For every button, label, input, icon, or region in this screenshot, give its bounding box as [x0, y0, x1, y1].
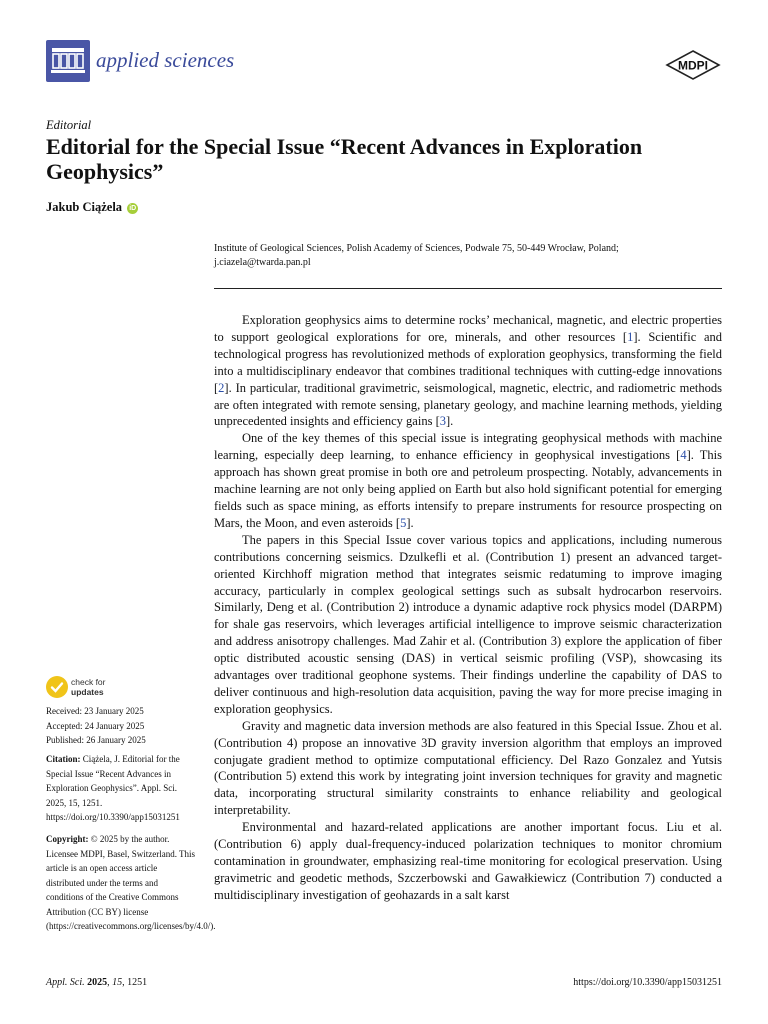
citation-block — [46, 752, 196, 825]
paragraph: The papers in this Special Issue cover various topics and applications, including numerous contributions concerning seismics. Dzulkefli et al. (Contribution 1) present an advanced target-oriented Kirchhoff migration method that integrates seismic redatuming to improve imaging accuracy, particularly in complex geological settings such as subsalt hydrocarbon reservoirs. Similarly, Deng et al. (Contribution 2) introduce a dynamic adaptive rock physics model (DARPM) for shale gas reservoirs, which leverages artificial intelligence to improve seismic characterization and address anisotropy challenges. Mad Zahir et al. (Contribution 3) explore the application of fiber optic distributed acoustic sensing (DAS) in vertical seismic profiling (VSP), showcasing its advantages over traditional geophone systems. Their findings underline the capability of DAS to deliver continuous and high-resolution data acquisition, paving the way for more precise imaging in exploration geophysics. — [214, 532, 722, 716]
footer-doi-link[interactable]: https://doi.org/10.3390/app15031251 — [573, 977, 722, 988]
published-date: Published: 26 January 2025 — [46, 735, 146, 745]
accepted-date: Accepted: 24 January 2025 — [46, 720, 145, 731]
journal-logo-icon — [46, 40, 90, 82]
divider — [214, 288, 722, 289]
author-name: Jakub Ciążela — [46, 200, 123, 214]
affiliation — [214, 242, 734, 270]
copyright-label: Copyright: — [46, 834, 89, 844]
footer-citation: Appl. Sci. 2025, 15, 1251 — [46, 977, 148, 988]
author-line — [46, 200, 138, 215]
paragraph: Exploration geophysics aims to determine rocks’ mechanical, magnetic, and electric properties to support geological explorations for ore, minerals, and other resources [1]. Scientific and technological progress has revolutionized methods of exploration geophysics, transforming the field into a multidisciplinary endeavor that combines traditional techniques with cutting-edge innovations [2]. In particular, traditional gravimetric, seismological, magnetic, electric, and radiometric methods are often integrated with remote sensing, planetary geology, and machine learning methods, yielding unprecedented insights and efficiency gains [3]. — [214, 313, 722, 429]
publication-dates — [46, 704, 196, 748]
check-for-updates-button[interactable] — [46, 676, 126, 702]
check-updates-label: check for updates — [71, 677, 106, 697]
paragraph: Gravity and magnetic data inversion methods are also featured in this Special Issue. Zhou et al. (Contribution 4) propose an innovative 3D gravity inversion algorithm that employs an improved conjugate gradient method to optimize computational efficiency. Del Razo Gonzalez and Yutsis (Contribution 5) extend this work by integrating joint inversion techniques for gravity and magnetic data, incorporating structural similarity constraints to enhance reliability and geological interpretability. — [214, 718, 722, 818]
paragraph: One of the key themes of this special issue is integrating geophysical methods with machine learning, especially deep learning, to enhance efficiency in geophysical investigations [4]. This approach has shown great promise in both ore and petroleum prospecting. Notably, advancements in machine learning are not only being applied on Earth but also hold significant potential for emerging fields such as space mining, as efforts intensify to prepare instruments for resource prospecting on Mars, the Moon, and even asteroids [5]. — [214, 431, 722, 530]
paragraph: Environmental and hazard-related applications are another important focus. Liu et al. (Contribution 6) apply dual-frequency-induced polarization techniques to monitor chromium contamination in groundwater, emphasizing real-time monitoring for ecological preservation. Using gravimetric and geodetic methods, Szczerbowski and Gawałkiewicz (Contribution 7) conducted a multidisciplinary investigation of geohazards in a salt karst — [214, 820, 722, 902]
reference-link[interactable]: 1 — [627, 329, 634, 344]
check-updates-icon — [46, 676, 68, 698]
reference-link[interactable]: 3 — [439, 414, 446, 429]
article-type: Editorial — [46, 118, 92, 132]
journal-name: applied sciences — [96, 48, 235, 72]
article-title: Editorial for the Special Issue “Recent Advances in Exploration Geophysics” — [46, 134, 643, 184]
reference-link[interactable]: 5 — [400, 515, 407, 530]
affiliation-email[interactable]: j.ciazela@twarda.pan.pl — [214, 257, 311, 268]
journal-header — [46, 40, 722, 84]
copyright-block — [46, 832, 216, 934]
reference-link[interactable]: 2 — [218, 380, 225, 395]
affiliation-address: Institute of Geological Sciences, Polish Academy of Sciences, Podwale 75, 50-449 Wrocław, Poland; — [214, 243, 619, 254]
article-body — [214, 312, 722, 904]
mdpi-logo-text: MDPI — [678, 58, 708, 73]
mdpi-logo-icon — [664, 50, 722, 80]
orcid-icon[interactable]: iD — [129, 205, 137, 212]
copyright-text: © 2025 by the author. Licensee MDPI, Basel, Switzerland. This article is an open access article distributed under the terms and conditions of the Creative Commons Attribution (CC BY) license (https://creativecommons.org/licenses/by/4.0/). — [46, 834, 216, 931]
received-date: Received: 23 January 2025 — [46, 706, 144, 716]
citation-text: Ciążela, J. Editorial for the Special Issue “Recent Advances in Exploration Geophysics”. Appl. Sci. 2025, 15, 1251. https://doi.org/10.3390/app15031251 — [46, 754, 180, 822]
citation-label: Citation: — [46, 754, 81, 764]
reference-link[interactable]: 4 — [680, 448, 687, 463]
